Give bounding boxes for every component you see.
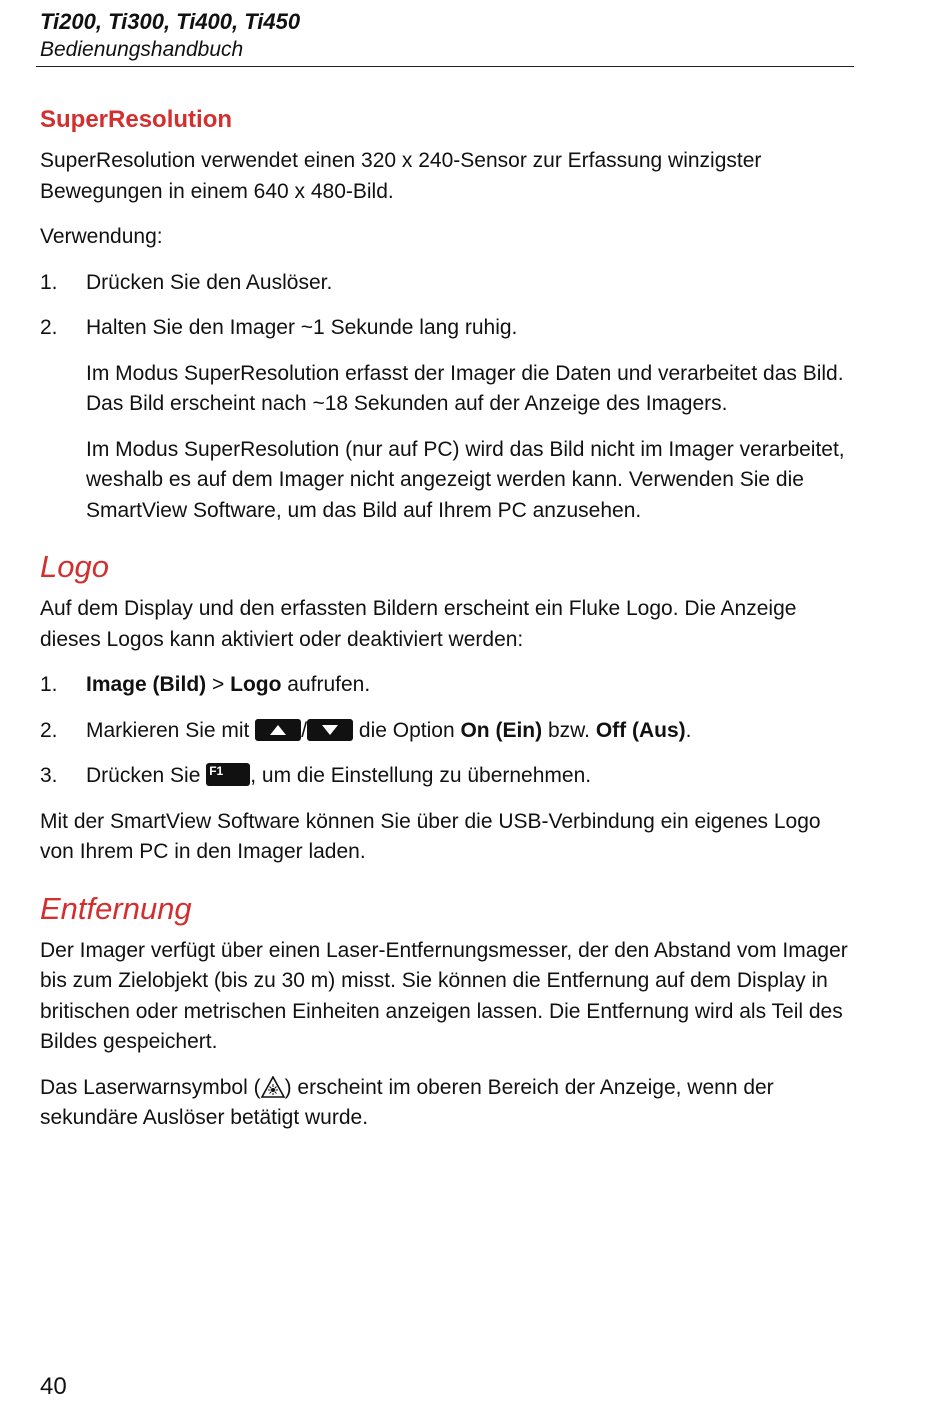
step-text: Halten Sie den Imager ~1 Sekunde lang ruhig. [86,316,518,339]
page-header [40,8,854,64]
menu-image: Image (Bild) [86,673,207,696]
distance-heading: Entfernung [40,890,192,926]
laser-warning-icon [261,1076,285,1098]
model-title: Ti200, Ti300, Ti400, Ti450 [40,9,301,34]
down-arrow-key-icon [307,719,353,741]
superres-note-1: Im Modus SuperResolution erfasst der Imager die Daten und verarbeitet das Bild. Das Bild erscheint nach ~18 Sekunden auf der Anzeige des Imagers. [86,361,844,415]
superres-step-2 [40,313,852,344]
superresolution-intro: SuperResolution verwendet einen 320 x 240-Sensor zur Erfassung winzigster Bewegungen in einem 640 x 480-Bild. [40,149,762,203]
logo-step-1 [40,670,852,701]
step-text: Markieren Sie mit [86,718,256,742]
menu-logo: Logo [230,673,282,696]
header-divider [36,66,854,67]
step-text: aufrufen. [281,673,371,696]
distance-para-2 [40,1073,852,1134]
distance-para-1: Der Imager verfügt über einen Laser-Entfernungsmesser, der den Abstand vom Imager bis zum Zielobjekt (bis zu 30 m) misst. Sie können die Entfernung auf dem Display in britischen oder metrischen Einheiten anzeigen lassen. Die Entfernung wird als Teil des Bildes gespeichert. [40,938,848,1053]
superres-step-1 [40,268,852,299]
f1-key-icon [206,763,250,786]
option-on: On (Ein) [460,718,543,742]
logo-intro: Auf dem Display und den erfassten Bildern erscheint ein Fluke Logo. Die Anzeige dieses Logos kann aktiviert oder deaktiviert werden: [40,597,797,651]
option-off: Off (Aus) [595,718,686,742]
step-text: , um die Einstellung zu übernehmen. [250,764,592,787]
menu-separator: > [206,673,231,696]
step-text: Drücken Sie [86,764,207,787]
manual-subtitle: Bedienungshandbuch [40,38,244,61]
logo-heading: Logo [40,549,109,584]
slash: / [301,718,308,742]
f1-key-label: F1 [209,764,224,778]
step-text: bzw. [542,718,596,742]
step-text: Drücken Sie den Auslöser. [86,270,333,294]
para-text: ) erscheint im oberen Bereich der Anzeige, wenn der sekundäre Auslöser betätigt wurde. [40,1075,774,1129]
step-number: 3. [40,764,58,787]
step-text: die Option [353,718,461,742]
superresolution-heading: SuperResolution [40,106,233,133]
step-text: . [685,718,692,742]
page-number: 40 [40,1373,67,1400]
page-content [40,100,852,1149]
para-text: Das Laserwarnsymbol ( [40,1075,261,1099]
step-number: 1. [40,673,58,696]
step-number: 2. [40,316,58,339]
up-arrow-key-icon [255,719,301,741]
logo-outro: Mit der SmartView Software können Sie über die USB-Verbindung ein eigenes Logo von Ihrem PC in den Imager laden. [40,809,821,863]
logo-step-2 [40,716,852,747]
usage-label: Verwendung: [40,225,163,248]
step-number: 2. [40,718,58,742]
step-number: 1. [40,270,58,294]
logo-step-3 [40,761,852,792]
superres-note-2: Im Modus SuperResolution (nur auf PC) wird das Bild nicht im Imager verarbeitet, weshalb es auf dem Imager nicht angezeigt werden kann. Verwenden Sie die SmartView Software, um das Bild auf Ihrem PC anzusehen. [86,437,845,522]
